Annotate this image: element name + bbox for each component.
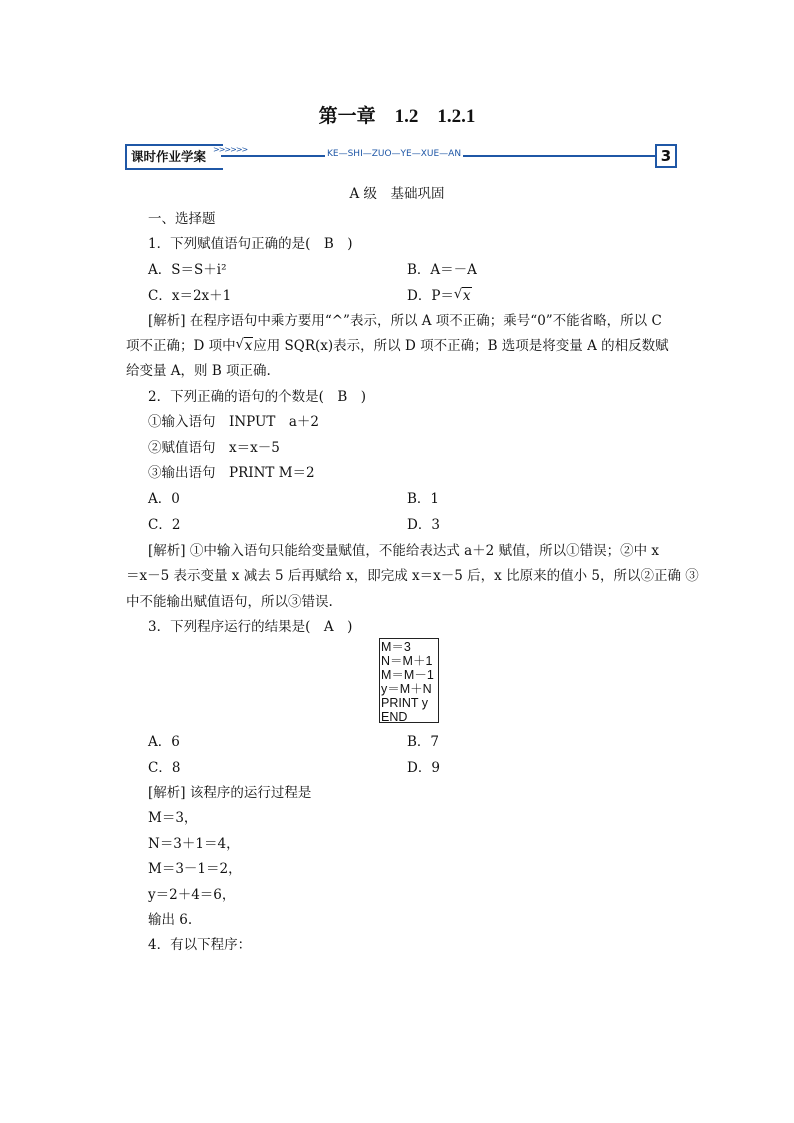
code-line: N＝M＋1 (381, 654, 433, 668)
q1-option-c: C．x＝2x＋1 (148, 288, 232, 304)
q1-option-d (407, 288, 472, 304)
page-title: 第一章 1.2 1.2.1 (318, 106, 476, 127)
q3-step: N＝3＋1＝4， (148, 836, 240, 852)
q3-analysis-intro: 该程序的运行过程是 (189, 785, 312, 801)
q3-step: M＝3－1＝2， (148, 861, 242, 877)
q1-analysis-text2b: 应用 SQR(x)表示，所以 D 项不正确；B 选项是将变量 A 的相反数赋 (253, 338, 669, 354)
q3-step: y＝2＋4＝6， (148, 887, 236, 903)
part-heading: 一、选择题 (148, 211, 216, 227)
q4-stem: 4．有以下程序： (148, 937, 252, 953)
q1-analysis-line2 (126, 338, 669, 354)
code-line: PRINT y (381, 696, 428, 710)
q1-stem: 1．下列赋值语句正确的是( B ) (148, 236, 353, 252)
code-line: y＝M＋N (381, 682, 432, 696)
q3-option-b: B．7 (407, 734, 440, 750)
banner-number: 3 (655, 144, 677, 168)
analysis-tag: [解析] (148, 785, 186, 801)
q2-option-c: C．2 (148, 517, 181, 533)
q1-option-d-prefix: D．P＝ (407, 288, 454, 304)
q3-program-box (379, 638, 439, 723)
q3-option-a: A．6 (148, 734, 180, 750)
q2-stem: 2．下列正确的语句的个数是( B ) (148, 389, 367, 405)
q3-option-d: D．9 (407, 760, 440, 776)
q2-option-d: D．3 (407, 517, 440, 533)
q3-option-c: C．8 (148, 760, 181, 776)
sqrt-symbol: √ x (235, 337, 253, 354)
level-heading: A 级 基础巩固 (349, 186, 445, 202)
analysis-tag: [解析] (148, 313, 186, 329)
sqrt-symbol: √ x (453, 287, 471, 304)
q3-step: M＝3， (148, 810, 198, 826)
q2-analysis-text1: ①中输入语句只能给变量赋值，不能给表达式 a＋2 赋值，所以①错误；②中 x (189, 543, 659, 559)
code-line: M＝M－1 (381, 668, 434, 682)
banner-arrows: >>>>>> (213, 145, 248, 154)
analysis-tag: [解析] (148, 543, 186, 559)
banner-label: 课时作业学案 (125, 144, 223, 170)
q3-step: 输出 6. (148, 912, 193, 928)
code-line: M＝3 (381, 640, 411, 654)
q1-option-b: B．A＝－A (407, 262, 477, 278)
q2-statement-3: ③输出语句 PRINT M＝2 (148, 465, 315, 481)
q1-analysis-text2a: 项不正确；D 项中 (126, 338, 236, 354)
q2-statement-1: ①输入语句 INPUT a＋2 (148, 414, 320, 430)
q1-analysis-text1: 在程序语句中乘方要用“^”表示，所以 A 项不正确；乘号“0”不能省略，所以 C (189, 313, 662, 329)
code-line: END (381, 710, 408, 724)
section-banner (125, 143, 680, 169)
q2-option-a: A．0 (148, 491, 180, 507)
q2-analysis-line3: 中不能输出赋值语句，所以③错误. (126, 594, 333, 610)
q2-analysis-line1 (148, 543, 659, 559)
q3-analysis-line1 (148, 785, 311, 801)
q3-stem: 3．下列程序运行的结果是( A ) (148, 619, 353, 635)
q2-statement-2: ②赋值语句 x＝x－5 (148, 440, 280, 456)
q1-option-a: A．S＝S＋i² (148, 262, 227, 278)
q1-analysis-line3: 给变量 A，则 B 项正确. (126, 363, 271, 379)
q2-analysis-line2: ＝x－5 表示变量 x 减去 5 后再赋给 x，即完成 x＝x－5 后，x 比原来的值小 5，所以②正确 ③ (126, 568, 699, 584)
q1-analysis-line1 (148, 313, 662, 329)
banner-pinyin: KE—SHI—ZUO—YE—XUE—AN (327, 149, 462, 159)
q2-option-b: B．1 (407, 491, 440, 507)
